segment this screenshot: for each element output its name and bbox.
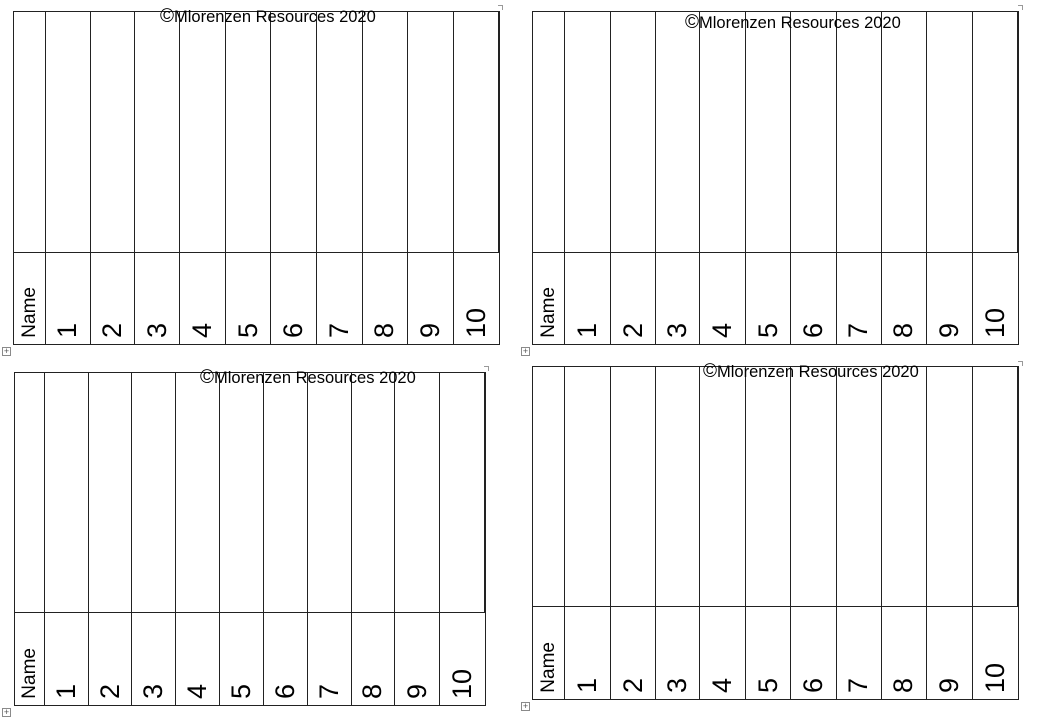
number-header-cell: [454, 253, 499, 344]
move-handle-icon[interactable]: +: [3, 707, 10, 717]
blank-cell: [89, 373, 133, 613]
blank-cell: [14, 12, 46, 253]
name-sheet-table-1: [13, 11, 500, 345]
blank-cell: [746, 367, 791, 607]
column-number-label: 8: [888, 322, 919, 338]
column-number-label: 6: [797, 322, 828, 338]
column-number-label: 8: [888, 677, 919, 693]
copyright-notice-3: ©Mlorenzen Resources 2020: [200, 367, 416, 388]
blank-cell: [837, 367, 882, 607]
column-number-label: 1: [571, 677, 602, 693]
name-header-cell: [533, 253, 565, 344]
name-sheet-table-2: [532, 11, 1019, 345]
column-number-label: 6: [277, 322, 308, 338]
name-sheet-table-4: [532, 366, 1019, 700]
blank-cell: [927, 12, 973, 253]
column-number-label: 2: [617, 322, 648, 338]
blank-cell: [882, 367, 928, 607]
number-header-cell: [91, 253, 136, 344]
blank-cell: [308, 373, 352, 613]
name-sheet-table-3: [14, 372, 486, 706]
blank-cell: [973, 367, 1018, 607]
column-number-label: 2: [617, 677, 648, 693]
blank-cell: [565, 367, 611, 607]
number-header-cell: [700, 607, 746, 699]
column-number-label: 7: [323, 322, 354, 338]
blank-cell: [440, 373, 485, 613]
column-number-label: 10: [980, 662, 1011, 693]
number-header-cell: [973, 607, 1018, 699]
column-number-label: 4: [182, 683, 213, 699]
blank-cell: [317, 12, 363, 253]
number-header-cell: [363, 253, 409, 344]
blank-cell: [135, 12, 180, 253]
number-header-cell: [927, 607, 973, 699]
move-handle-icon[interactable]: +: [3, 346, 10, 356]
blank-cell: [395, 373, 440, 613]
blank-cell: [226, 12, 271, 253]
name-label: Name: [537, 642, 559, 693]
column-number-label: 1: [50, 683, 81, 699]
column-number-label: 7: [843, 677, 874, 693]
column-number-label: 7: [843, 322, 874, 338]
number-header-cell: [271, 253, 317, 344]
column-number-label: 4: [707, 677, 738, 693]
number-header-cell: [317, 253, 363, 344]
blank-cell: [264, 373, 308, 613]
number-header-cell: [264, 613, 308, 705]
column-number-label: 7: [313, 683, 344, 699]
blank-cell: [837, 12, 882, 253]
copyright-notice-4: ©Mlorenzen Resources 2020: [703, 361, 919, 382]
blank-cell: [271, 12, 317, 253]
table-corner-mark: [498, 5, 503, 10]
column-number-label: 10: [980, 307, 1011, 338]
number-header-cell: [882, 607, 928, 699]
blank-cell: [973, 12, 1018, 253]
name-label: Name: [18, 287, 40, 338]
sheet-grid: [532, 366, 1019, 700]
column-number-label: 3: [662, 322, 693, 338]
blank-cell: [927, 367, 973, 607]
name-label: Name: [537, 287, 559, 338]
number-header-cell: [408, 253, 454, 344]
blank-cell: [45, 373, 89, 613]
column-number-label: 5: [752, 677, 783, 693]
number-header-cell: [611, 253, 657, 344]
column-number-label: 5: [226, 683, 257, 699]
number-header-cell: [132, 613, 176, 705]
column-number-label: 1: [52, 322, 83, 338]
sheet-grid: [532, 11, 1019, 345]
blank-cell: [700, 12, 746, 253]
sheet-grid: [13, 11, 500, 345]
column-number-label: 8: [369, 322, 400, 338]
number-header-cell: [565, 253, 611, 344]
blank-cell: [791, 12, 837, 253]
number-header-cell: [700, 253, 746, 344]
column-number-label: 9: [415, 322, 446, 338]
number-header-cell: [352, 613, 396, 705]
column-number-label: 6: [797, 677, 828, 693]
column-number-label: 6: [269, 683, 300, 699]
copyright-notice-1: ©Mlorenzen Resources 2020: [160, 6, 376, 27]
name-label: Name: [18, 648, 40, 699]
name-header-cell: [533, 607, 565, 699]
number-header-cell: [220, 613, 264, 705]
blank-cell: [746, 12, 791, 253]
number-header-cell: [135, 253, 180, 344]
number-header-cell: [791, 607, 837, 699]
number-header-cell: [226, 253, 271, 344]
column-number-label: 9: [401, 683, 432, 699]
blank-cell: [91, 12, 136, 253]
blank-cell: [132, 373, 176, 613]
blank-cell: [533, 12, 565, 253]
column-number-label: 4: [187, 322, 218, 338]
blank-cell: [882, 12, 928, 253]
name-header-cell: [15, 613, 45, 705]
number-header-cell: [45, 613, 89, 705]
blank-cell: [565, 12, 611, 253]
blank-cell: [656, 367, 700, 607]
table-corner-mark: [484, 366, 489, 371]
column-number-label: 5: [232, 322, 263, 338]
number-header-cell: [395, 613, 440, 705]
column-number-label: 1: [571, 322, 602, 338]
move-handle-icon[interactable]: +: [522, 701, 529, 711]
number-header-cell: [746, 607, 791, 699]
sheet-grid: [14, 372, 486, 706]
number-header-cell: [791, 253, 837, 344]
number-header-cell: [837, 253, 882, 344]
number-header-cell: [746, 253, 791, 344]
blank-cell: [15, 373, 45, 613]
number-header-cell: [176, 613, 220, 705]
blank-cell: [180, 12, 226, 253]
number-header-cell: [882, 253, 928, 344]
blank-cell: [656, 12, 700, 253]
blank-cell: [363, 12, 409, 253]
blank-cell: [176, 373, 220, 613]
blank-cell: [454, 12, 499, 253]
number-header-cell: [180, 253, 226, 344]
blank-cell: [533, 367, 565, 607]
blank-cell: [611, 12, 657, 253]
blank-cell: [611, 367, 657, 607]
column-number-label: 3: [141, 322, 172, 338]
number-header-cell: [656, 253, 700, 344]
number-header-cell: [837, 607, 882, 699]
number-header-cell: [927, 253, 973, 344]
column-number-label: 8: [357, 683, 388, 699]
blank-cell: [408, 12, 454, 253]
table-corner-mark: [1018, 361, 1023, 366]
number-header-cell: [656, 607, 700, 699]
column-number-label: 2: [97, 322, 128, 338]
blank-cell: [700, 367, 746, 607]
number-header-cell: [973, 253, 1018, 344]
number-header-cell: [46, 253, 91, 344]
column-number-label: 9: [934, 322, 965, 338]
number-header-cell: [308, 613, 352, 705]
column-number-label: 10: [461, 307, 492, 338]
number-header-cell: [565, 607, 611, 699]
number-header-cell: [611, 607, 657, 699]
move-handle-icon[interactable]: +: [522, 346, 529, 356]
blank-cell: [352, 373, 396, 613]
number-header-cell: [89, 613, 133, 705]
name-header-cell: [14, 253, 46, 344]
table-corner-mark: [1018, 5, 1023, 10]
blank-cell: [791, 367, 837, 607]
blank-cell: [46, 12, 91, 253]
copyright-notice-2: ©Mlorenzen Resources 2020: [685, 12, 901, 33]
blank-cell: [220, 373, 264, 613]
column-number-label: 9: [934, 677, 965, 693]
column-number-label: 2: [94, 683, 125, 699]
column-number-label: 5: [752, 322, 783, 338]
column-number-label: 10: [447, 668, 478, 699]
column-number-label: 3: [662, 677, 693, 693]
column-number-label: 4: [707, 322, 738, 338]
column-number-label: 3: [138, 683, 169, 699]
number-header-cell: [440, 613, 485, 705]
